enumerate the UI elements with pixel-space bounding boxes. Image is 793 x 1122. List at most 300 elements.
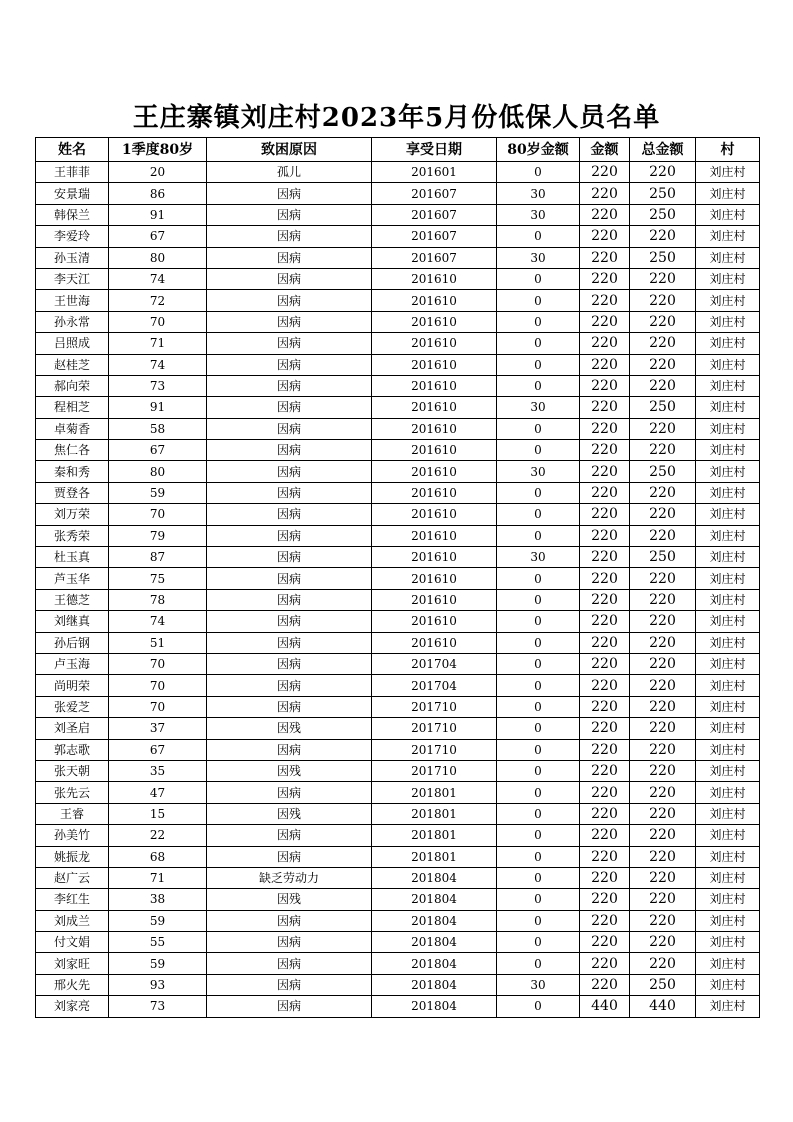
- age80-amount-cell: 30: [497, 247, 580, 268]
- village-cell: 刘庄村: [696, 696, 760, 717]
- amount-cell: 220: [580, 932, 630, 953]
- start-date-cell: 201804: [372, 910, 497, 931]
- table-row: [36, 418, 760, 439]
- village-cell: 刘庄村: [696, 996, 760, 1017]
- age80-amount-cell: 0: [497, 290, 580, 311]
- reason-cell: 因病: [207, 696, 372, 717]
- total-cell: 250: [630, 397, 696, 418]
- total-cell: 220: [630, 739, 696, 760]
- amount-cell: 220: [580, 589, 630, 610]
- name-cell: 赵广云: [36, 867, 109, 888]
- total-cell: 220: [630, 354, 696, 375]
- name-cell: 张天朝: [36, 760, 109, 781]
- reason-cell: 因病: [207, 632, 372, 653]
- age80-amount-cell: 0: [497, 333, 580, 354]
- name-cell: 安景瑞: [36, 183, 109, 204]
- total-cell: 250: [630, 204, 696, 225]
- start-date-cell: 201610: [372, 375, 497, 396]
- table-row: [36, 547, 760, 568]
- age80-amount-cell: 0: [497, 525, 580, 546]
- total-cell: 250: [630, 183, 696, 204]
- name-cell: 郭志歌: [36, 739, 109, 760]
- age80-amount-cell: 0: [497, 932, 580, 953]
- total-cell: 220: [630, 889, 696, 910]
- start-date-cell: 201601: [372, 162, 497, 183]
- total-cell: 220: [630, 718, 696, 739]
- table-row: [36, 611, 760, 632]
- table-row: [36, 162, 760, 183]
- reason-cell: 因病: [207, 268, 372, 289]
- name-cell: 孙玉清: [36, 247, 109, 268]
- table-row: [36, 482, 760, 503]
- q1-age80-cell: 93: [109, 974, 207, 995]
- amount-cell: 220: [580, 696, 630, 717]
- amount-cell: 220: [580, 547, 630, 568]
- total-cell: 220: [630, 418, 696, 439]
- total-cell: 220: [630, 482, 696, 503]
- reason-cell: 因病: [207, 397, 372, 418]
- reason-cell: 缺乏劳动力: [207, 867, 372, 888]
- age80-amount-cell: 30: [497, 461, 580, 482]
- table-row: [36, 204, 760, 225]
- reason-cell: 因病: [207, 547, 372, 568]
- q1-age80-cell: 73: [109, 996, 207, 1017]
- col-header-reason: 致困原因: [207, 138, 372, 162]
- village-cell: 刘庄村: [696, 739, 760, 760]
- village-cell: 刘庄村: [696, 268, 760, 289]
- age80-amount-cell: 0: [497, 611, 580, 632]
- name-cell: 孙后钢: [36, 632, 109, 653]
- village-cell: 刘庄村: [696, 418, 760, 439]
- reason-cell: 因病: [207, 825, 372, 846]
- table-row: [36, 739, 760, 760]
- age80-amount-cell: 0: [497, 910, 580, 931]
- q1-age80-cell: 72: [109, 290, 207, 311]
- table-row: [36, 290, 760, 311]
- table-row: [36, 440, 760, 461]
- table-row: [36, 718, 760, 739]
- start-date-cell: 201610: [372, 290, 497, 311]
- total-cell: 220: [630, 226, 696, 247]
- age80-amount-cell: 0: [497, 354, 580, 375]
- total-cell: 220: [630, 375, 696, 396]
- reason-cell: 因病: [207, 932, 372, 953]
- col-header-total: 总金额: [630, 138, 696, 162]
- village-cell: 刘庄村: [696, 397, 760, 418]
- col-header-village: 村: [696, 138, 760, 162]
- age80-amount-cell: 0: [497, 889, 580, 910]
- village-cell: 刘庄村: [696, 162, 760, 183]
- reason-cell: 因病: [207, 675, 372, 696]
- village-cell: 刘庄村: [696, 589, 760, 610]
- q1-age80-cell: 70: [109, 675, 207, 696]
- table-row: [36, 653, 760, 674]
- q1-age80-cell: 67: [109, 226, 207, 247]
- village-cell: 刘庄村: [696, 440, 760, 461]
- q1-age80-cell: 37: [109, 718, 207, 739]
- reason-cell: 因残: [207, 889, 372, 910]
- total-cell: 220: [630, 589, 696, 610]
- age80-amount-cell: 0: [497, 226, 580, 247]
- name-cell: 王德芝: [36, 589, 109, 610]
- total-cell: 220: [630, 675, 696, 696]
- amount-cell: 220: [580, 311, 630, 332]
- name-cell: 刘圣启: [36, 718, 109, 739]
- table-row: [36, 889, 760, 910]
- village-cell: 刘庄村: [696, 183, 760, 204]
- age80-amount-cell: 0: [497, 504, 580, 525]
- name-cell: 张先云: [36, 782, 109, 803]
- q1-age80-cell: 71: [109, 867, 207, 888]
- name-cell: 焦仁各: [36, 440, 109, 461]
- reason-cell: 因病: [207, 375, 372, 396]
- table-row: [36, 183, 760, 204]
- total-cell: 220: [630, 760, 696, 781]
- village-cell: 刘庄村: [696, 375, 760, 396]
- table-row: [36, 333, 760, 354]
- reason-cell: 因病: [207, 910, 372, 931]
- amount-cell: 220: [580, 825, 630, 846]
- age80-amount-cell: 0: [497, 162, 580, 183]
- village-cell: 刘庄村: [696, 204, 760, 225]
- start-date-cell: 201610: [372, 632, 497, 653]
- total-cell: 250: [630, 461, 696, 482]
- total-cell: 220: [630, 846, 696, 867]
- name-cell: 卢玉海: [36, 653, 109, 674]
- total-cell: 220: [630, 653, 696, 674]
- start-date-cell: 201801: [372, 846, 497, 867]
- total-cell: 220: [630, 632, 696, 653]
- name-cell: 王世海: [36, 290, 109, 311]
- village-cell: 刘庄村: [696, 910, 760, 931]
- name-cell: 芦玉华: [36, 568, 109, 589]
- village-cell: 刘庄村: [696, 825, 760, 846]
- age80-amount-cell: 30: [497, 974, 580, 995]
- total-cell: 250: [630, 974, 696, 995]
- amount-cell: 220: [580, 718, 630, 739]
- q1-age80-cell: 59: [109, 482, 207, 503]
- total-cell: 250: [630, 247, 696, 268]
- name-cell: 李红生: [36, 889, 109, 910]
- amount-cell: 220: [580, 867, 630, 888]
- table-row: [36, 675, 760, 696]
- name-cell: 刘成兰: [36, 910, 109, 931]
- name-cell: 王菲菲: [36, 162, 109, 183]
- name-cell: 郝向荣: [36, 375, 109, 396]
- q1-age80-cell: 55: [109, 932, 207, 953]
- age80-amount-cell: 0: [497, 718, 580, 739]
- amount-cell: 220: [580, 889, 630, 910]
- amount-cell: 440: [580, 996, 630, 1017]
- q1-age80-cell: 22: [109, 825, 207, 846]
- start-date-cell: 201801: [372, 825, 497, 846]
- amount-cell: 220: [580, 354, 630, 375]
- amount-cell: 220: [580, 482, 630, 503]
- village-cell: 刘庄村: [696, 311, 760, 332]
- name-cell: 王睿: [36, 803, 109, 824]
- col-header-amount: 金额: [580, 138, 630, 162]
- q1-age80-cell: 74: [109, 354, 207, 375]
- name-cell: 邢火先: [36, 974, 109, 995]
- amount-cell: 220: [580, 974, 630, 995]
- start-date-cell: 201704: [372, 675, 497, 696]
- name-cell: 秦和秀: [36, 461, 109, 482]
- table-row: [36, 568, 760, 589]
- start-date-cell: 201610: [372, 525, 497, 546]
- amount-cell: 220: [580, 675, 630, 696]
- reason-cell: 因病: [207, 482, 372, 503]
- amount-cell: 220: [580, 504, 630, 525]
- table-row: [36, 461, 760, 482]
- q1-age80-cell: 70: [109, 311, 207, 332]
- reason-cell: 因病: [207, 418, 372, 439]
- name-cell: 吕照成: [36, 333, 109, 354]
- amount-cell: 220: [580, 440, 630, 461]
- q1-age80-cell: 80: [109, 461, 207, 482]
- village-cell: 刘庄村: [696, 846, 760, 867]
- table-row: [36, 803, 760, 824]
- village-cell: 刘庄村: [696, 354, 760, 375]
- village-cell: 刘庄村: [696, 547, 760, 568]
- village-cell: 刘庄村: [696, 718, 760, 739]
- reason-cell: 因病: [207, 226, 372, 247]
- total-cell: 220: [630, 803, 696, 824]
- document-title: 王庄寨镇刘庄村2023年5月份低保人员名单: [132, 103, 661, 133]
- village-cell: 刘庄村: [696, 953, 760, 974]
- name-cell: 张秀荣: [36, 525, 109, 546]
- start-date-cell: 201607: [372, 226, 497, 247]
- start-date-cell: 201610: [372, 354, 497, 375]
- q1-age80-cell: 70: [109, 696, 207, 717]
- age80-amount-cell: 0: [497, 996, 580, 1017]
- q1-age80-cell: 91: [109, 204, 207, 225]
- name-cell: 姚振龙: [36, 846, 109, 867]
- table-row: [36, 311, 760, 332]
- q1-age80-cell: 91: [109, 397, 207, 418]
- q1-age80-cell: 74: [109, 611, 207, 632]
- reason-cell: 因病: [207, 247, 372, 268]
- age80-amount-cell: 30: [497, 183, 580, 204]
- name-cell: 卓菊香: [36, 418, 109, 439]
- start-date-cell: 201710: [372, 718, 497, 739]
- amount-cell: 220: [580, 803, 630, 824]
- table-row: [36, 226, 760, 247]
- amount-cell: 220: [580, 910, 630, 931]
- start-date-cell: 201804: [372, 953, 497, 974]
- total-cell: 250: [630, 547, 696, 568]
- age80-amount-cell: 0: [497, 311, 580, 332]
- village-cell: 刘庄村: [696, 226, 760, 247]
- table-row: [36, 247, 760, 268]
- start-date-cell: 201704: [372, 653, 497, 674]
- reason-cell: 因病: [207, 996, 372, 1017]
- age80-amount-cell: 0: [497, 867, 580, 888]
- reason-cell: 因病: [207, 782, 372, 803]
- village-cell: 刘庄村: [696, 803, 760, 824]
- q1-age80-cell: 47: [109, 782, 207, 803]
- q1-age80-cell: 67: [109, 739, 207, 760]
- start-date-cell: 201610: [372, 333, 497, 354]
- amount-cell: 220: [580, 568, 630, 589]
- start-date-cell: 201801: [372, 803, 497, 824]
- total-cell: 220: [630, 867, 696, 888]
- start-date-cell: 201607: [372, 247, 497, 268]
- table-row: [36, 782, 760, 803]
- start-date-cell: 201710: [372, 760, 497, 781]
- total-cell: 220: [630, 333, 696, 354]
- reason-cell: 因病: [207, 525, 372, 546]
- col-header-q1-age80: 1季度80岁: [109, 138, 207, 162]
- amount-cell: 220: [580, 760, 630, 781]
- start-date-cell: 201610: [372, 568, 497, 589]
- village-cell: 刘庄村: [696, 333, 760, 354]
- table-row: [36, 932, 760, 953]
- name-cell: 刘继真: [36, 611, 109, 632]
- age80-amount-cell: 0: [497, 653, 580, 674]
- village-cell: 刘庄村: [696, 482, 760, 503]
- village-cell: 刘庄村: [696, 889, 760, 910]
- reason-cell: 因病: [207, 183, 372, 204]
- age80-amount-cell: 0: [497, 440, 580, 461]
- start-date-cell: 201710: [372, 696, 497, 717]
- start-date-cell: 201607: [372, 204, 497, 225]
- village-cell: 刘庄村: [696, 760, 760, 781]
- start-date-cell: 201610: [372, 547, 497, 568]
- reason-cell: 因病: [207, 333, 372, 354]
- reason-cell: 孤儿: [207, 162, 372, 183]
- start-date-cell: 201610: [372, 311, 497, 332]
- amount-cell: 220: [580, 375, 630, 396]
- q1-age80-cell: 70: [109, 504, 207, 525]
- table-row: [36, 696, 760, 717]
- start-date-cell: 201610: [372, 440, 497, 461]
- header-row: [36, 138, 760, 162]
- table-row: [36, 632, 760, 653]
- total-cell: 220: [630, 932, 696, 953]
- table-row: [36, 525, 760, 546]
- start-date-cell: 201610: [372, 504, 497, 525]
- age80-amount-cell: 0: [497, 846, 580, 867]
- q1-age80-cell: 59: [109, 910, 207, 931]
- amount-cell: 220: [580, 183, 630, 204]
- table-row: [36, 354, 760, 375]
- col-header-start-date: 享受日期: [372, 138, 497, 162]
- age80-amount-cell: 0: [497, 803, 580, 824]
- age80-amount-cell: 0: [497, 782, 580, 803]
- amount-cell: 220: [580, 782, 630, 803]
- village-cell: 刘庄村: [696, 653, 760, 674]
- village-cell: 刘庄村: [696, 632, 760, 653]
- q1-age80-cell: 67: [109, 440, 207, 461]
- table-row: [36, 846, 760, 867]
- total-cell: 220: [630, 696, 696, 717]
- reason-cell: 因病: [207, 568, 372, 589]
- reason-cell: 因病: [207, 311, 372, 332]
- village-cell: 刘庄村: [696, 568, 760, 589]
- total-cell: 220: [630, 268, 696, 289]
- amount-cell: 220: [580, 653, 630, 674]
- age80-amount-cell: 0: [497, 825, 580, 846]
- age80-amount-cell: 30: [497, 547, 580, 568]
- table-row: [36, 397, 760, 418]
- table-row: [36, 974, 760, 995]
- q1-age80-cell: 68: [109, 846, 207, 867]
- name-cell: 刘万荣: [36, 504, 109, 525]
- age80-amount-cell: 0: [497, 375, 580, 396]
- q1-age80-cell: 78: [109, 589, 207, 610]
- amount-cell: 220: [580, 846, 630, 867]
- start-date-cell: 201610: [372, 418, 497, 439]
- reason-cell: 因病: [207, 653, 372, 674]
- village-cell: 刘庄村: [696, 974, 760, 995]
- age80-amount-cell: 0: [497, 268, 580, 289]
- q1-age80-cell: 79: [109, 525, 207, 546]
- amount-cell: 220: [580, 739, 630, 760]
- reason-cell: 因病: [207, 974, 372, 995]
- q1-age80-cell: 70: [109, 653, 207, 674]
- q1-age80-cell: 87: [109, 547, 207, 568]
- name-cell: 赵桂芝: [36, 354, 109, 375]
- age80-amount-cell: 0: [497, 418, 580, 439]
- amount-cell: 220: [580, 226, 630, 247]
- q1-age80-cell: 15: [109, 803, 207, 824]
- total-cell: 440: [630, 996, 696, 1017]
- village-cell: 刘庄村: [696, 290, 760, 311]
- age80-amount-cell: 0: [497, 589, 580, 610]
- village-cell: 刘庄村: [696, 461, 760, 482]
- start-date-cell: 201610: [372, 482, 497, 503]
- reason-cell: 因病: [207, 290, 372, 311]
- total-cell: 220: [630, 568, 696, 589]
- name-cell: 付文娟: [36, 932, 109, 953]
- table-row: [36, 589, 760, 610]
- table-row: [36, 953, 760, 974]
- start-date-cell: 201804: [372, 974, 497, 995]
- table-row: [36, 910, 760, 931]
- age80-amount-cell: 0: [497, 568, 580, 589]
- total-cell: 220: [630, 162, 696, 183]
- amount-cell: 220: [580, 162, 630, 183]
- total-cell: 220: [630, 910, 696, 931]
- reason-cell: 因病: [207, 440, 372, 461]
- age80-amount-cell: 30: [497, 204, 580, 225]
- total-cell: 220: [630, 953, 696, 974]
- amount-cell: 220: [580, 632, 630, 653]
- village-cell: 刘庄村: [696, 867, 760, 888]
- total-cell: 220: [630, 611, 696, 632]
- name-cell: 贾登各: [36, 482, 109, 503]
- reason-cell: 因残: [207, 718, 372, 739]
- q1-age80-cell: 38: [109, 889, 207, 910]
- q1-age80-cell: 59: [109, 953, 207, 974]
- age80-amount-cell: 0: [497, 482, 580, 503]
- q1-age80-cell: 51: [109, 632, 207, 653]
- name-cell: 孙永常: [36, 311, 109, 332]
- name-cell: 李天江: [36, 268, 109, 289]
- amount-cell: 220: [580, 953, 630, 974]
- start-date-cell: 201610: [372, 397, 497, 418]
- name-cell: 孙美竹: [36, 825, 109, 846]
- col-header-age80-amount: 80岁金额: [497, 138, 580, 162]
- name-cell: 刘家亮: [36, 996, 109, 1017]
- table-row: [36, 375, 760, 396]
- reason-cell: 因病: [207, 953, 372, 974]
- total-cell: 220: [630, 525, 696, 546]
- q1-age80-cell: 58: [109, 418, 207, 439]
- reason-cell: 因病: [207, 611, 372, 632]
- village-cell: 刘庄村: [696, 611, 760, 632]
- name-cell: 尚明荣: [36, 675, 109, 696]
